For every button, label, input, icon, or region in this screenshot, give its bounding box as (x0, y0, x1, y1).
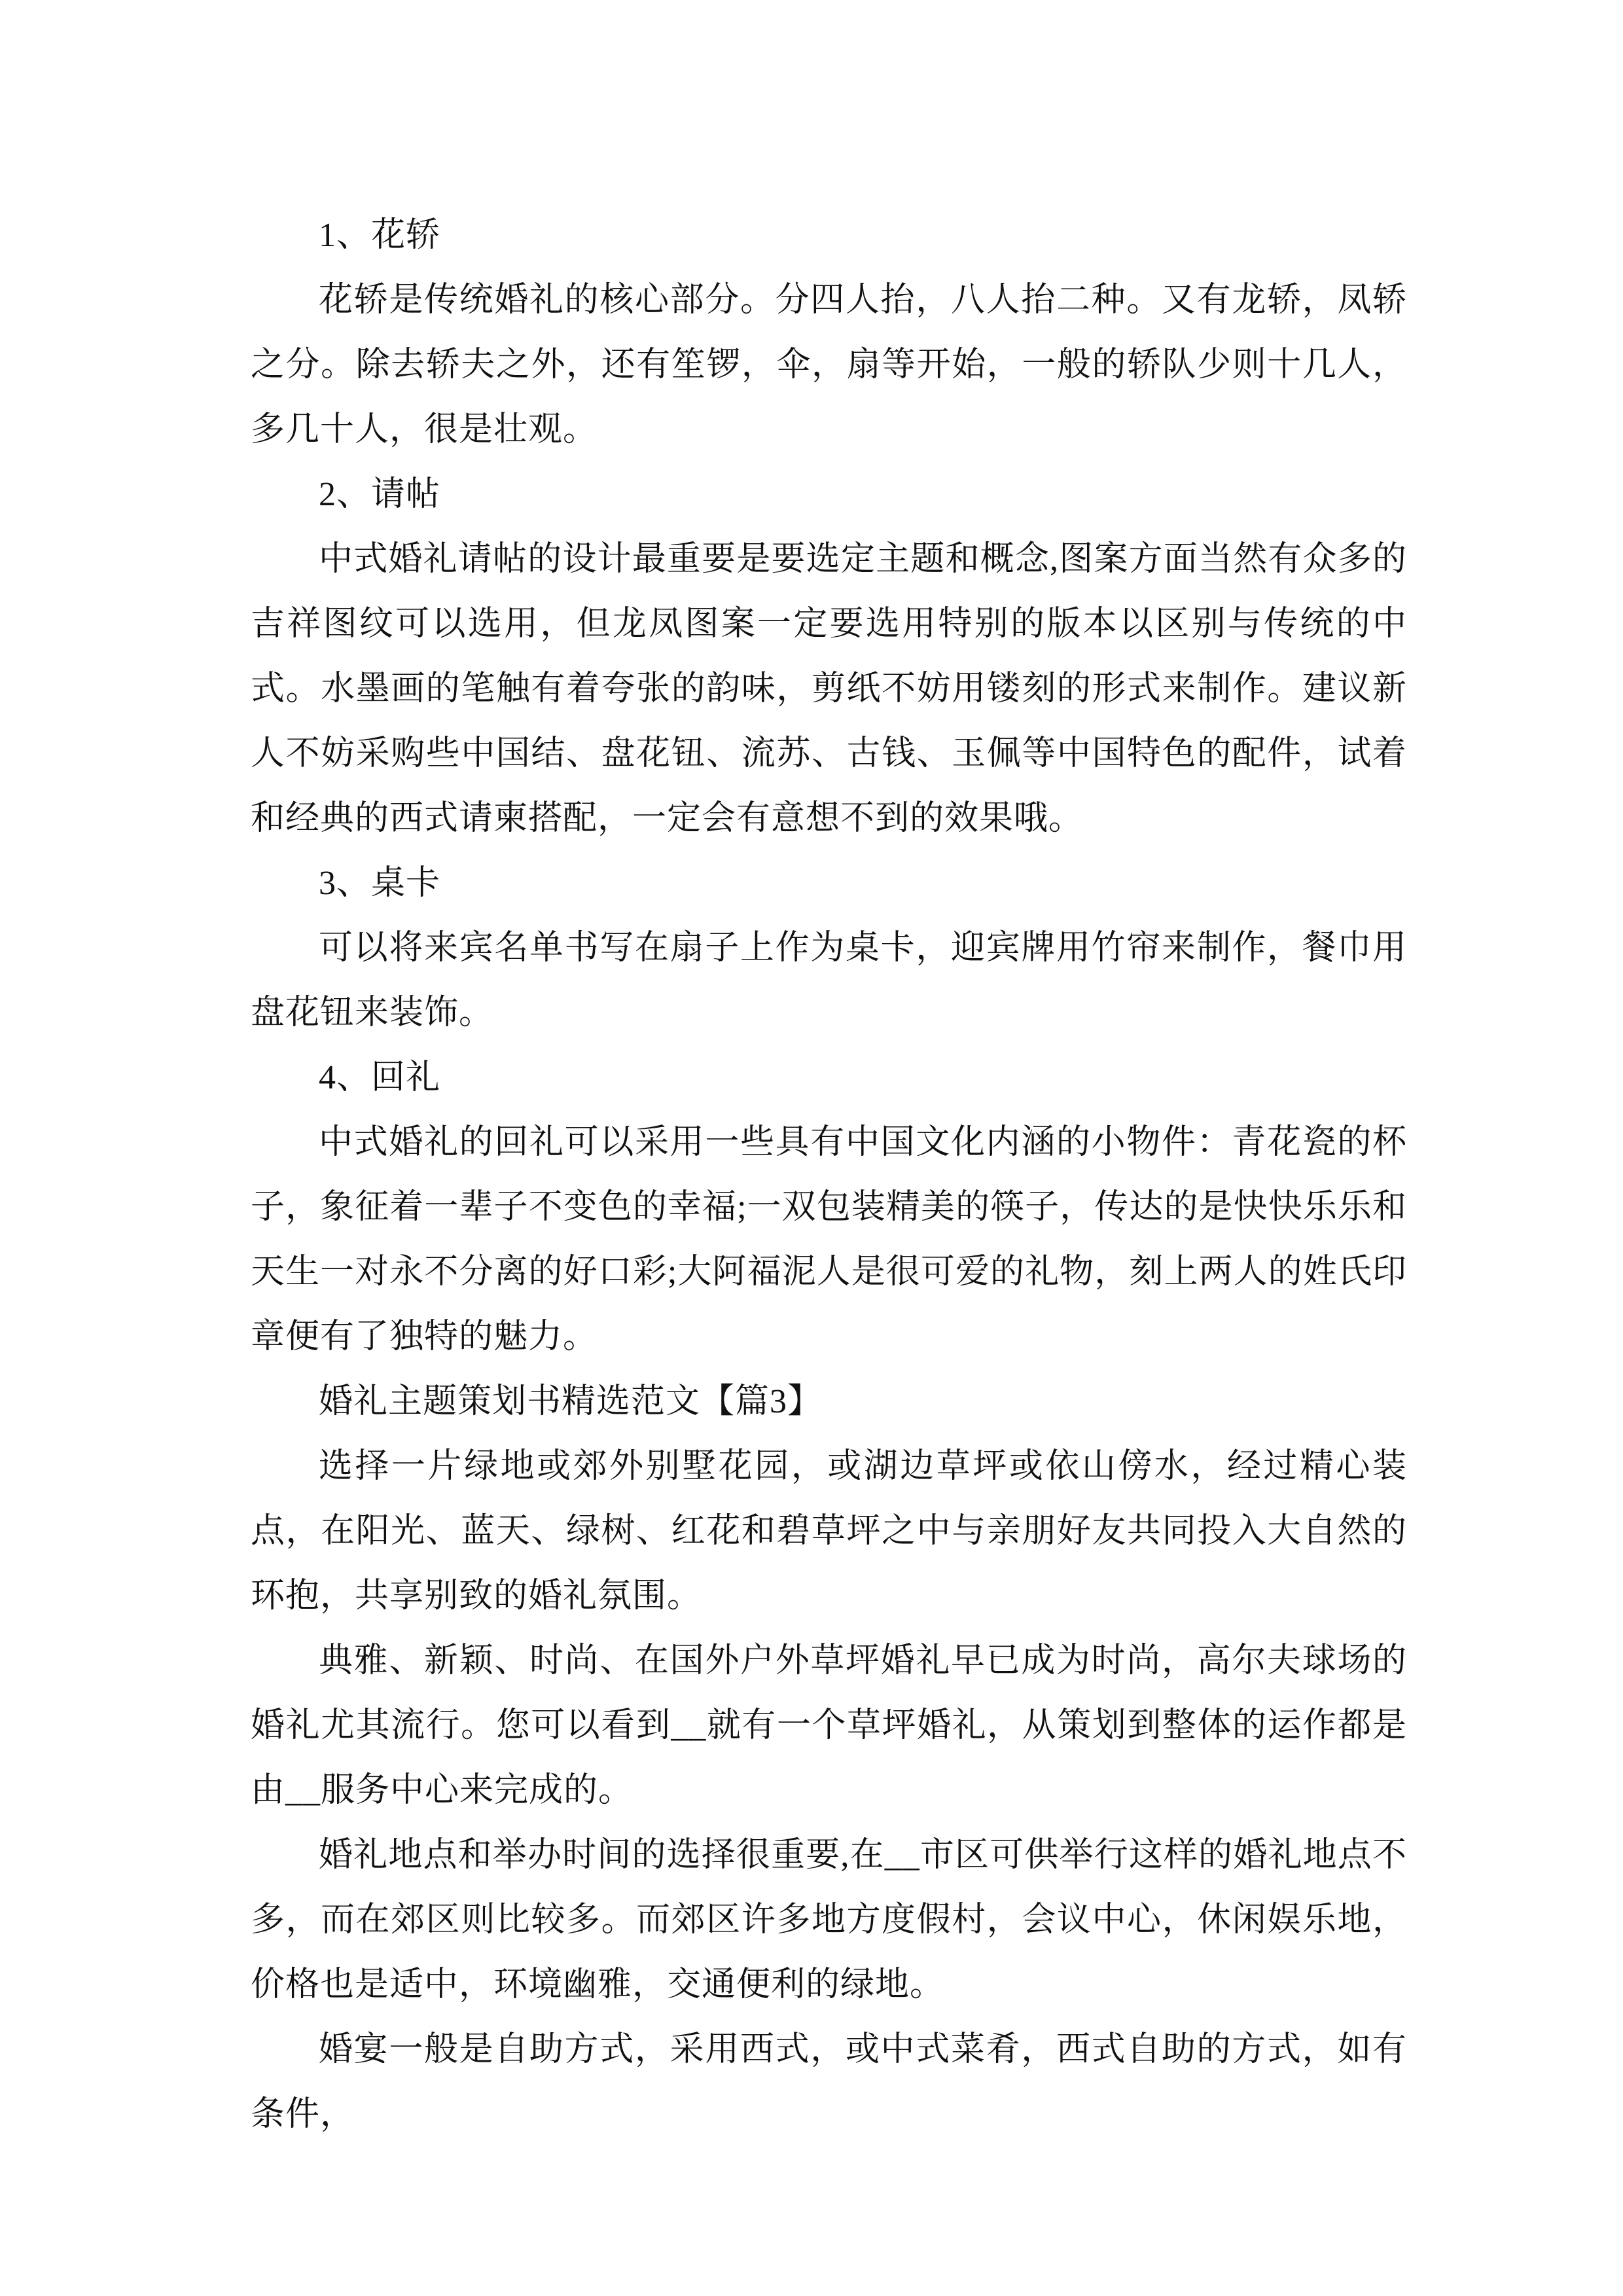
paragraph-table-card: 可以将来宾名单书写在扇子上作为桌卡，迎宾牌用竹帘来制作，餐巾用盘花钮来装饰。 (251, 929, 1407, 1031)
paragraph-lawn-trend: 典雅、新颖、时尚、在国外户外草坪婚礼早已成为时尚，高尔夫球场的婚礼尤其流行。您可以看到__就有一个草坪婚礼，从策划到整体的运作都是由__服务中心来完成的。 (251, 1642, 1407, 1809)
document-body (251, 203, 1407, 2147)
list-heading-invitation: 2、请帖 (319, 476, 441, 513)
paragraph-invitation: 中式婚礼请帖的设计最重要是要选定主题和概念,图案方面当然有众多的吉祥图纹可以选用，但龙凤图案一定要选用特别的版本以区别与传统的中式。水墨画的笔触有着夸张的韵味，剪纸不妨用镂刻的形式来制作。建议新人不妨采购些中国结、盘花钮、流苏、古钱、玉佩等中国特色的配件，试着和经典的西式请柬搭配，一定会有意想不到的效果哦。 (251, 541, 1407, 837)
list-heading-table-card: 3、桌卡 (319, 865, 441, 902)
paragraph-sedan-chair: 花轿是传统婚礼的核心部分。分四人抬，八人抬二种。又有龙轿，凤轿之分。除去轿夫之外，还有笙锣，伞，扇等开始，一般的轿队少则十几人，多几十人，很是壮观。 (251, 281, 1407, 448)
paragraph-location-choice: 婚礼地点和举办时间的选择很重要,在__市区可供举行这样的婚礼地点不多，而在郊区则比较多。而郊区许多地方度假村，会议中心，休闲娱乐地，价格也是适中，环境幽雅，交通便利的绿地。 (251, 1837, 1407, 2003)
paragraph-return-gift: 中式婚礼的回礼可以采用一些具有中国文化内涵的小物件：青花瓷的杯子，象征着一辈子不变色的幸福;一双包装精美的筷子，传达的是快快乐乐和天生一对永不分离的好口彩;大阿福泥人是很可爱的礼物，刻上两人的姓氏印章便有了独特的魅力。 (251, 1124, 1407, 1355)
list-heading-return-gift: 4、回礼 (319, 1059, 441, 1096)
paragraph-banquet-style: 婚宴一般是自助方式，采用西式，或中式菜肴，西式自助的方式，如有条件， (251, 2031, 1407, 2133)
list-heading-sedan-chair: 1、花轿 (319, 217, 441, 254)
section-title-chapter-3: 婚礼主题策划书精选范文【篇3】 (319, 1383, 823, 1420)
paragraph-lawn-setting: 选择一片绿地或郊外别墅花园，或湖边草坪或依山傍水，经过精心装点，在阳光、蓝天、绿树、红花和碧草坪之中与亲朋好友共同投入大自然的环抱，共享别致的婚礼氛围。 (251, 1448, 1407, 1615)
